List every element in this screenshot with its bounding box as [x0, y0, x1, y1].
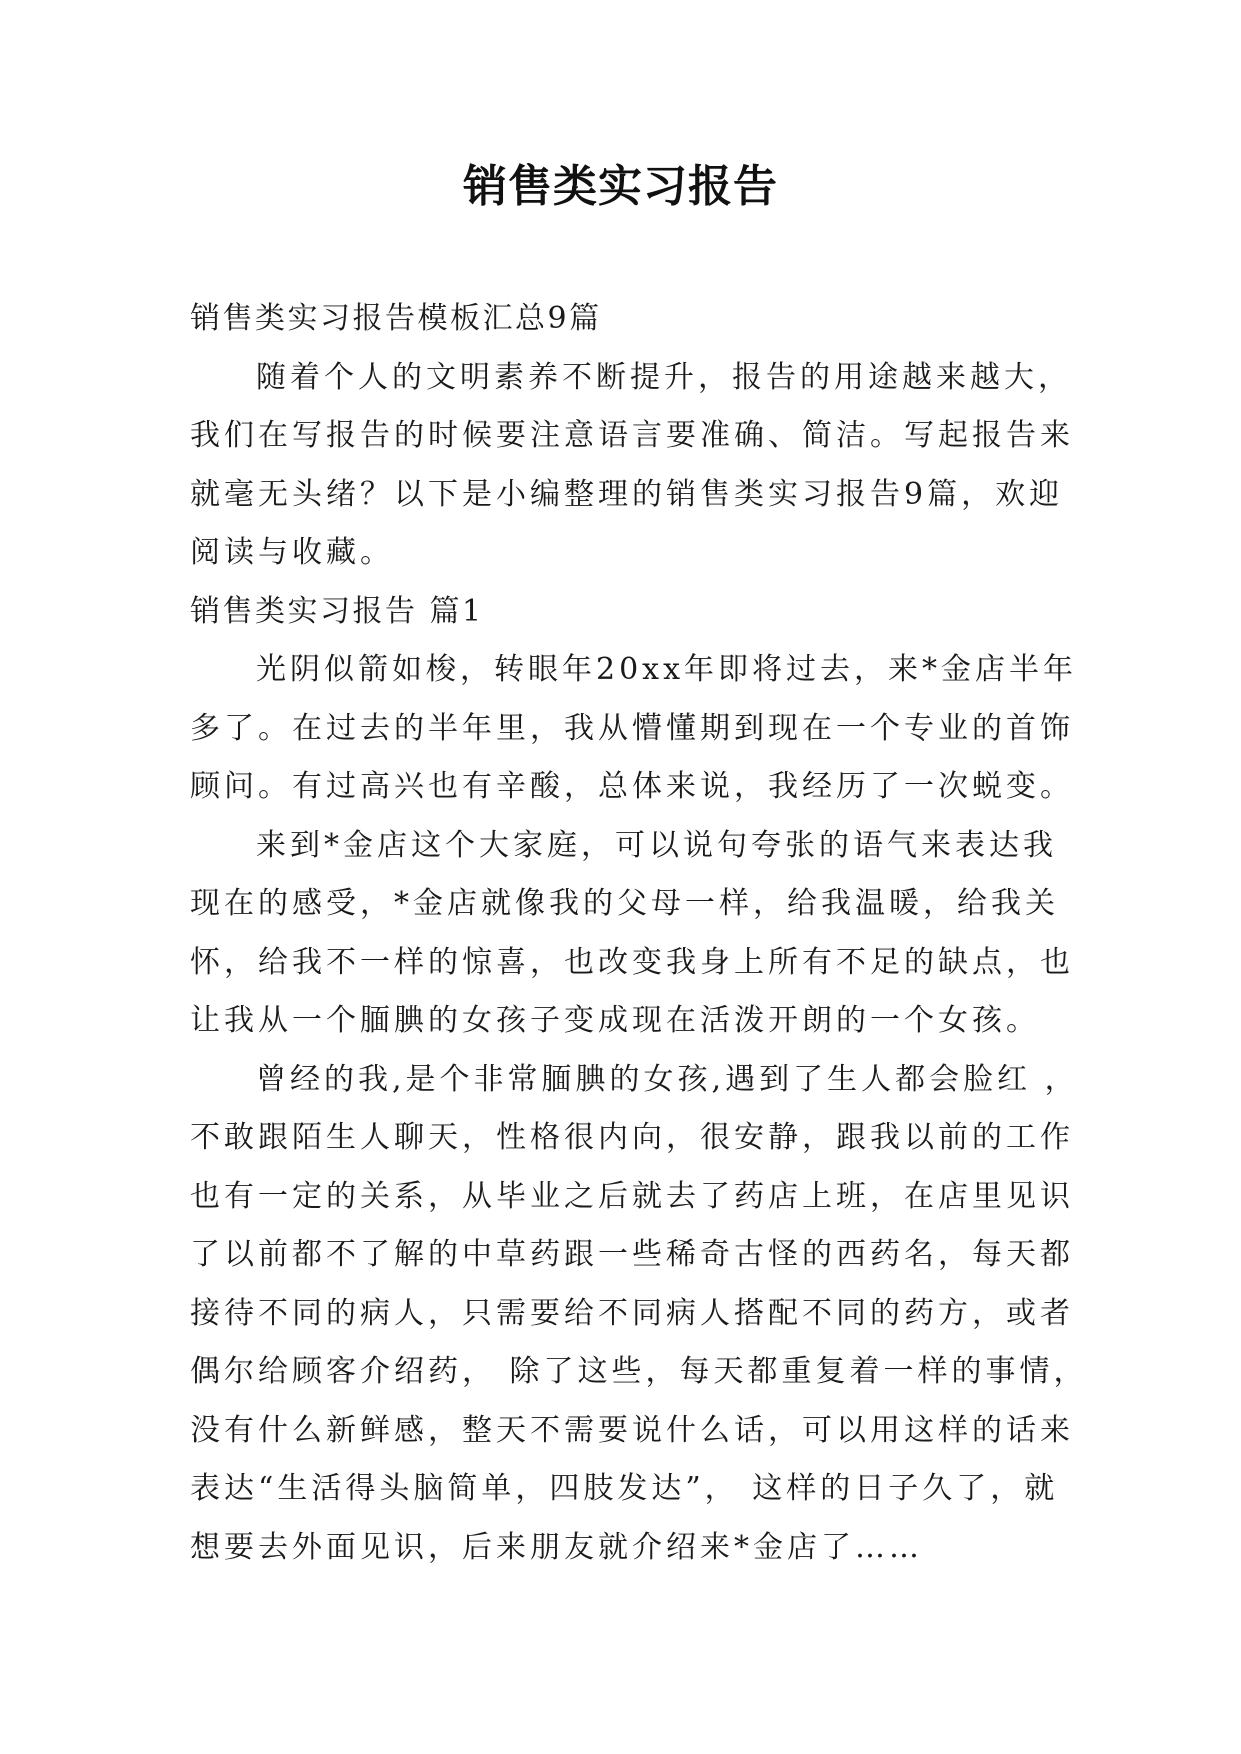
intro-line: 就毫无头绪？以下是小编整理的销售类实习报告9篇，欢迎: [190, 476, 1064, 512]
document-title: 销售类实习报告: [463, 161, 778, 212]
paragraph-line: 现在的感受，*金店就像我的父母一样，给我温暖，给我关: [190, 886, 1059, 921]
paragraph-line: 顾问。有过高兴也有辛酸，总体来说，我经历了一次蜕变。: [190, 769, 1074, 804]
paragraph-line: 也有一定的关系，从毕业之后就去了药店上班，在店里见识: [190, 1178, 1074, 1214]
paragraph-line: 表达“生活得头脑简单，四肢发达”， 这样的日子久了，就: [190, 1471, 1059, 1506]
paragraph-line: 偶尔给顾客介绍药， 除了这些，每天都重复着一样的事情，: [190, 1354, 1088, 1389]
paragraph-1: [190, 641, 1078, 817]
paragraph-line: 光阴似箭如梭，转眼年20xx年即将过去，来*金店半年: [256, 652, 1078, 687]
paragraph-line: 怀，给我不一样的惊喜，也改变我身上所有不足的缺点，也: [190, 944, 1074, 980]
paragraph-line: 了以前都不了解的中草药跟一些稀奇古怪的西药名，每天都: [190, 1237, 1074, 1272]
intro-paragraph: [190, 349, 1074, 583]
paragraph-line: 想要去外面见识，后来朋友就介绍来*金店了……: [190, 1529, 923, 1565]
paragraph-line: 来到*金店这个大家庭，可以说句夸张的语气来表达我: [256, 827, 1057, 863]
section-heading: 销售类实习报告 篇1: [190, 593, 484, 629]
document-subtitle: 销售类实习报告模板汇总9篇: [190, 301, 602, 336]
paragraph-line: 曾经的我,是个非常腼腆的女孩,遇到了生人都会脸红 ，: [256, 1061, 1079, 1097]
intro-line: 我们在写报告的时候要注意语言要准确、简洁。写起报告来: [190, 418, 1074, 453]
paragraph-line: 多了。在过去的半年里，我从懵懂期到现在一个专业的首饰: [190, 710, 1074, 746]
intro-line: 随着个人的文明素养不断提升，报告的用途越来越大，: [256, 359, 1072, 395]
paragraph-line: 不敢跟陌生人聊天，性格很内向，很安静，跟我以前的工作: [190, 1120, 1074, 1155]
paragraph-2: [190, 817, 1074, 1051]
document-body: [190, 290, 1088, 1577]
intro-line: 阅读与收藏。: [190, 535, 394, 570]
paragraph-3: [190, 1051, 1088, 1578]
paragraph-line: 接待不同的病人，只需要给不同病人搭配不同的药方，或者: [190, 1295, 1074, 1331]
paragraph-line: 让我从一个腼腆的女孩子变成现在活泼开朗的一个女孩。: [190, 1003, 1040, 1038]
paragraph-line: 没有什么新鲜感，整天不需要说什么话，可以用这样的话来: [190, 1412, 1074, 1448]
